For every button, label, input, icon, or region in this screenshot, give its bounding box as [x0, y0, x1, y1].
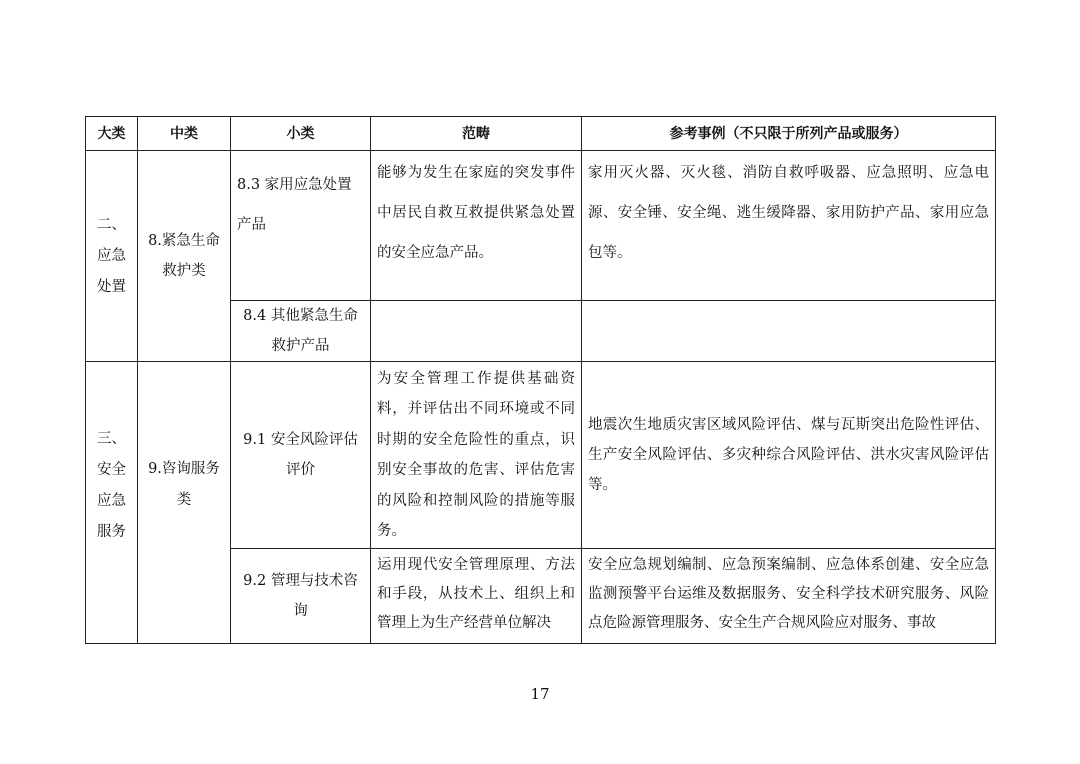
minor-category-cell: [231, 301, 371, 362]
examples-cell: [582, 362, 996, 549]
header-scope: 范畴: [371, 117, 582, 151]
major-category-cell: [86, 362, 138, 644]
examples-text: 安全应急规划编制、应急预案编制、应急体系创建、安全应急监测预警平台运维及数据服务、安全科学技术研究服务、风险点危险源管理服务、安全生产合规风险应对服务、事故: [588, 557, 989, 631]
scope-text: 为安全管理工作提供基础资料，并评估出不同环境或不同时期的安全危险性的重点，识别安全事故的危害、评估危害的风险和控制风险的措施等服务。: [377, 370, 575, 539]
header-reference-examples: 参考事例（不只限于所列产品或服务）: [582, 117, 996, 151]
minor-category-cell: [231, 362, 371, 549]
minor-category-text: 8.3 家用应急处置 产品: [237, 177, 352, 233]
scope-cell: [371, 549, 582, 644]
minor-category-cell: [231, 549, 371, 644]
scope-text: 能够为发生在家庭的突发事件中居民自救互救提供紧急处置的安全应急产品。: [377, 165, 575, 261]
table-row: [86, 151, 996, 301]
middle-category-cell: [138, 151, 231, 362]
header-minor-category: 小类: [231, 117, 371, 151]
minor-category-text: 9.1 安全风险评估 评价: [243, 432, 358, 478]
major-category-text: 三、 安全 应急 服务: [97, 431, 126, 540]
major-category-text: 二、 应急 处置: [97, 216, 126, 295]
scope-cell: [371, 301, 582, 362]
examples-text: 地震次生地质灾害区域风险评估、煤与瓦斯突出危险性评估、生产安全风险评估、多灾种综合风险评估、洪水灾害风险评估等。: [588, 417, 989, 493]
table-header-row: [86, 117, 996, 151]
header-major-category: 大类: [86, 117, 138, 151]
header-middle-category: 中类: [138, 117, 231, 151]
classification-table: [85, 116, 996, 644]
minor-category-text: 8.4 其他紧急生命 救护产品: [243, 308, 358, 354]
middle-category-text: 8.紧急生命 救护类: [148, 233, 220, 279]
major-category-cell: [86, 151, 138, 362]
scope-cell: [371, 151, 582, 301]
examples-cell: [582, 301, 996, 362]
middle-category-cell: [138, 362, 231, 644]
examples-cell: [582, 549, 996, 644]
examples-cell: [582, 151, 996, 301]
examples-text: 家用灭火器、灭火毯、消防自救呼吸器、应急照明、应急电源、安全锤、安全绳、逃生缓降器、家用防护产品、家用应急包等。: [588, 165, 989, 261]
middle-category-text: 9.咨询服务 类: [148, 461, 220, 508]
scope-text: 运用现代安全管理原理、方法和手段，从技术上、组织上和管理上为生产经营单位解决: [377, 557, 575, 631]
table-row: [86, 362, 996, 549]
minor-category-text: 9.2 管理与技术咨 询: [243, 573, 358, 619]
scope-cell: [371, 362, 582, 549]
minor-category-cell: [231, 151, 371, 301]
page-number: 17: [530, 685, 550, 703]
